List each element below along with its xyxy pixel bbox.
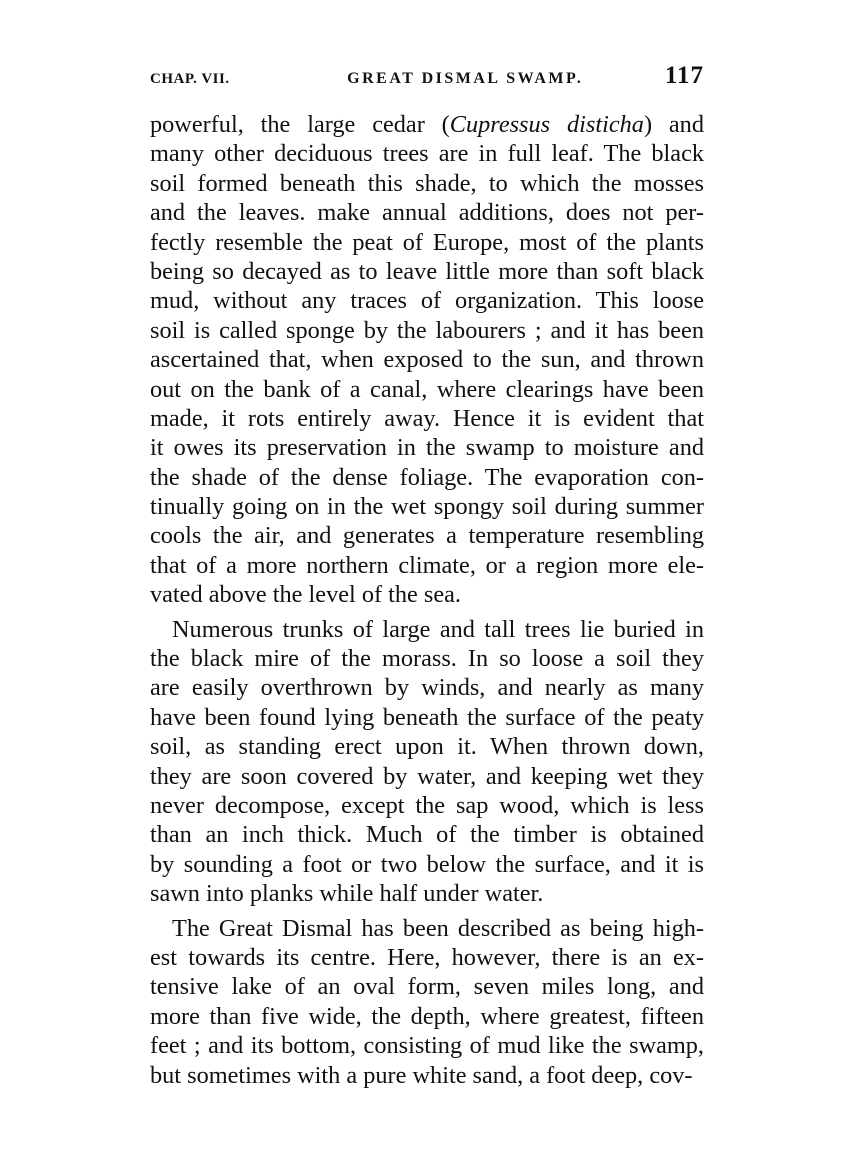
text-line xyxy=(150,791,704,820)
text-line xyxy=(150,345,704,374)
text-line xyxy=(150,551,704,580)
text-segment: soil formed beneath this shade, to which the mosses xyxy=(150,169,704,197)
paragraph xyxy=(150,914,704,1090)
text-segment: ascertained that, when exposed to the sun, and thrown xyxy=(150,346,704,374)
text-line xyxy=(150,1061,704,1090)
chapter-label: CHAP. VII. xyxy=(150,71,230,87)
text-line xyxy=(150,703,704,732)
paragraph xyxy=(150,110,704,610)
text-segment: being so decayed as to leave little more than soft black xyxy=(150,257,704,285)
text-line xyxy=(150,228,704,257)
text-segment: est towards its centre. Here, however, there is an ex- xyxy=(150,943,704,971)
text-line xyxy=(150,110,704,139)
text-segment: soil, as standing erect upon it. When thrown down, xyxy=(150,733,704,761)
text-line xyxy=(150,463,704,492)
text-line xyxy=(150,580,704,609)
text-segment: mud, without any traces of organization. This loose xyxy=(150,287,704,315)
text-line xyxy=(150,615,704,644)
text-line xyxy=(150,943,704,972)
text-segment: the black mire of the morass. In so loose a soil they xyxy=(150,645,704,673)
text-line xyxy=(150,433,704,462)
text-segment: are easily overthrown by winds, and nearly as many xyxy=(150,674,704,702)
text-line xyxy=(150,850,704,879)
text-segment: sawn into planks while half under water. xyxy=(150,880,544,908)
text-segment: The Great Dismal has been described as being high- xyxy=(172,914,704,942)
text-segment: but sometimes with a pure white sand, a foot deep, cov- xyxy=(150,1061,693,1089)
page-number: 117 xyxy=(664,62,704,89)
text-line xyxy=(150,492,704,521)
text-line xyxy=(150,257,704,286)
text-line xyxy=(150,521,704,550)
text-line xyxy=(150,732,704,761)
text-segment: many other deciduous trees are in full leaf. The black xyxy=(150,140,704,168)
text-segment: tinually going on in the wet spongy soil during summer xyxy=(150,493,704,521)
text-segment: fectly resemble the peat of Europe, most of the plants xyxy=(150,228,704,256)
text-segment: they are soon covered by water, and keeping wet they xyxy=(150,762,704,790)
text-segment: made, it rots entirely away. Hence it is evident that xyxy=(150,404,704,432)
text-segment: never decompose, except the sap wood, which is less xyxy=(150,791,704,819)
text-segment: have been found lying beneath the surface of the peaty xyxy=(150,703,704,731)
text-line xyxy=(150,1002,704,1031)
text-segment: Numerous trunks of large and tall trees lie buried in xyxy=(172,615,704,643)
text-segment: than an inch thick. Much of the timber is obtained xyxy=(150,821,704,849)
text-line xyxy=(150,139,704,168)
text-line xyxy=(150,914,704,943)
text-segment: tensive lake of an oval form, seven miles long, and xyxy=(150,973,704,1001)
text-line xyxy=(150,879,704,908)
text-segment: feet ; and its bottom, consisting of mud like the swamp, xyxy=(150,1032,704,1060)
text-segment: powerful, the large cedar ( xyxy=(150,111,450,138)
text-line xyxy=(150,169,704,198)
italic-term: Cupressus disticha xyxy=(449,111,644,138)
text-line xyxy=(150,375,704,404)
text-line xyxy=(150,820,704,849)
text-line xyxy=(150,1031,704,1060)
running-title: GREAT DISMAL SWAMP. xyxy=(347,70,584,87)
text-line xyxy=(150,673,704,702)
text-line xyxy=(150,198,704,227)
text-segment: soil is called sponge by the labourers ; and it has been xyxy=(150,316,704,344)
text-segment: ) and xyxy=(643,111,704,138)
text-line xyxy=(150,644,704,673)
text-line xyxy=(150,404,704,433)
text-line xyxy=(150,972,704,1001)
text-segment: more than five wide, the depth, where greatest, fifteen xyxy=(150,1002,704,1030)
text-segment: vated above the level of the sea. xyxy=(150,581,461,609)
text-segment: the shade of the dense foliage. The evaporation con- xyxy=(150,463,704,491)
text-segment: by sounding a foot or two below the surface, and it is xyxy=(150,850,704,878)
text-segment: and the leaves. make annual additions, does not per- xyxy=(150,199,704,227)
running-head xyxy=(150,62,704,102)
text-segment: out on the bank of a canal, where clearings have been xyxy=(150,375,704,403)
text-segment: it owes its preservation in the swamp to moisture and xyxy=(150,434,704,462)
book-page xyxy=(150,62,704,1090)
text-line xyxy=(150,762,704,791)
paragraph xyxy=(150,615,704,909)
text-segment: cools the air, and generates a temperature resembling xyxy=(150,522,704,550)
body-text xyxy=(150,110,704,1090)
text-line xyxy=(150,316,704,345)
text-segment: that of a more northern climate, or a region more ele- xyxy=(150,551,704,579)
text-line xyxy=(150,286,704,315)
